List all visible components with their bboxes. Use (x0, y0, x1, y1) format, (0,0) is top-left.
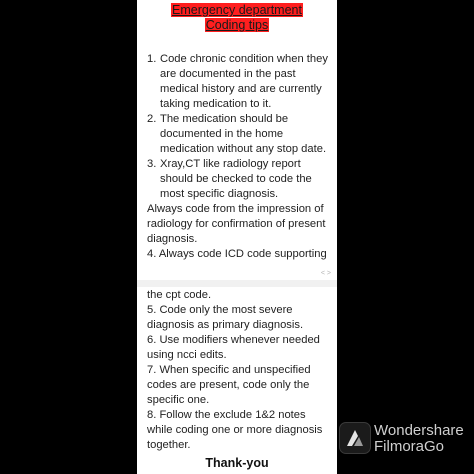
continued-line: 6. Use modifiers whenever needed using ncci edits. (147, 334, 320, 361)
tip-text: Xray,CT like radiology report should be checked to code the most specific diagnosis. (160, 158, 312, 200)
continued-line: 5. Code only the most severe diagnosis as primary diagnosis. (147, 304, 304, 331)
page-bottom-panel (137, 287, 337, 474)
closing-text: Thank-you (205, 456, 269, 470)
tip-text: Code chronic condition when they are documented in the past medical history and are currently taking medication to it. (160, 53, 328, 110)
page-break (137, 280, 337, 287)
document-page (137, 0, 337, 474)
watermark-text (374, 423, 464, 455)
continued-text (137, 287, 337, 453)
tip-item (137, 112, 337, 157)
continued-line: the cpt code. (147, 289, 212, 301)
tip-number: 1. (147, 53, 157, 65)
watermark (339, 422, 474, 456)
filmorago-logo-icon (339, 422, 371, 454)
tip-number: 2. (147, 113, 157, 125)
tips-list (137, 52, 337, 202)
document-subtitle (137, 18, 337, 33)
tip-item (137, 52, 337, 112)
page-marker: < > (320, 270, 331, 277)
impression-paragraph: Always code from the impression of radiology for confirmation of present diagnosis. (147, 203, 326, 245)
tip-text: The medication should be documented in the home medication without any stop date. (160, 113, 327, 155)
continued-line: 8. Follow the exclude 1&2 notes while coding one or more diagnosis together. (147, 409, 323, 451)
continued-line: 7. When specific and unspecified codes are present, code only the specific one. (147, 364, 311, 406)
icd-paragraph: 4. Always code ICD code supporting (147, 248, 327, 260)
watermark-line-2: FilmoraGo (374, 438, 445, 455)
tip-item (137, 157, 337, 202)
document-title (137, 3, 337, 18)
logo-shape (343, 426, 367, 450)
title-line-1: Emergency department (172, 3, 302, 17)
watermark-line-1: Wondershare (374, 422, 464, 439)
title-line-2: Coding tips (205, 18, 269, 32)
page-top-panel (137, 0, 337, 280)
tip-number: 3. (147, 158, 157, 170)
